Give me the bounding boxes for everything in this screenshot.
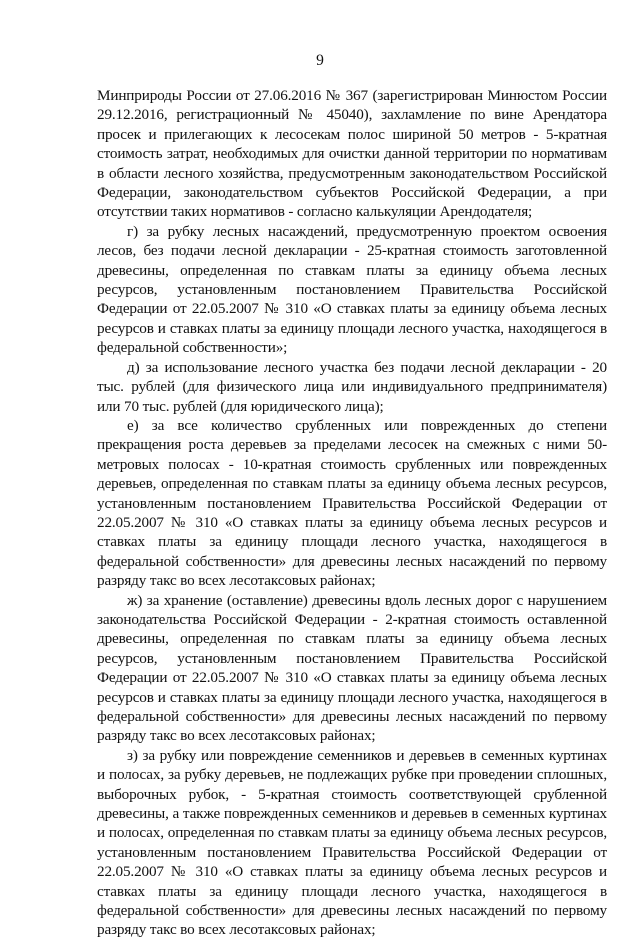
paragraph-item-d: д) за использование лесного участка без подачи лесной декларации - 20 тыс. рублей (для физического лица или индивидуального предпринимателя) или 70 тыс. рублей (для юридического лица); [97, 358, 607, 415]
paragraph-item-e: е) за все количество срубленных или поврежденных до степени прекращения роста деревьев за пределами лесосек на смежных с ними 50-метровых полосах - 10-кратная стоимость срубленных или поврежденных деревьев, определенная по ставкам платы за единицу объема лесных ресурсов, установленным постановлением Правительства Российской Федерации от 22.05.2007 № 310 «О ставках платы за единицу объема лесных ресурсов и ставках платы за единицу площади лесного участка, находящегося в федеральной собственности» для древесины лесных насаждений по первому разряду такс во всех лесотаксовых районах; [97, 416, 607, 590]
document-body [97, 86, 607, 940]
paragraph-item-z: з) за рубку или повреждение семенников и деревьев в семенных куртинах и полосах, за рубку деревьев, не подлежащих рубке при проведении сплошных, выборочных рубок, - 5-кратная стоимость соответствующей срубленной древесины, а также поврежденных семенников и деревьев в семенных куртинах и полосах, определенная по ставкам платы за единицу объема лесных ресурсов, установленным постановлением Правительства Российской Федерации от 22.05.2007 № 310 «О ставках платы за единицу объема лесных ресурсов и ставках платы за единицу площади лесного участка, находящегося в федеральной собственности» для древесины лесных насаждений по первому разряду такс во всех лесотаксовых районах; [97, 746, 607, 939]
page-number: 9 [316, 52, 324, 69]
paragraph-item-g: г) за рубку лесных насаждений, предусмотренную проектом освоения лесов, без подачи лесной декларации - 25-кратная стоимость заготовленной древесины, определенная по ставкам платы за единицу объема лесных ресурсов, установленным постановлением Правительства Российской Федерации от 22.05.2007 № 310 «О ставках платы за единицу объема лесных ресурсов и ставках платы за единицу площади лесного участка, находящегося в федеральной собственности»; [97, 222, 607, 357]
paragraph-continuation: Минприроды России от 27.06.2016 № 367 (зарегистрирован Минюстом России 29.12.2016, регистрационный № 45040), захламление по вине Арендатора просек и прилегающих к лесосекам полос шириной 50 метров - 5-кратная стоимость затрат, необходимых для очистки данной территории по нормативам в области лесного хозяйства, предусмотренным законодательством Российской Федерации, законодательством субъектов Российской Федерации, а при отсутствии таких нормативов - согласно калькуляции Арендодателя; [97, 87, 607, 221]
paragraph-item-zh: ж) за хранение (оставление) древесины вдоль лесных дорог с нарушением законодательства Российской Федерации - 2-кратная стоимость оставленной древесины, определенная по ставкам платы за единицу объема лесных ресурсов, установленным постановлением Правительства Российской Федерации от 22.05.2007 № 310 «О ставках платы за единицу объема лесных ресурсов и ставках платы за единицу площади лесного участка, находящегося в федеральной собственности» для древесины лесных насаждений по первому разряду такс во всех лесотаксовых районах; [97, 591, 607, 745]
